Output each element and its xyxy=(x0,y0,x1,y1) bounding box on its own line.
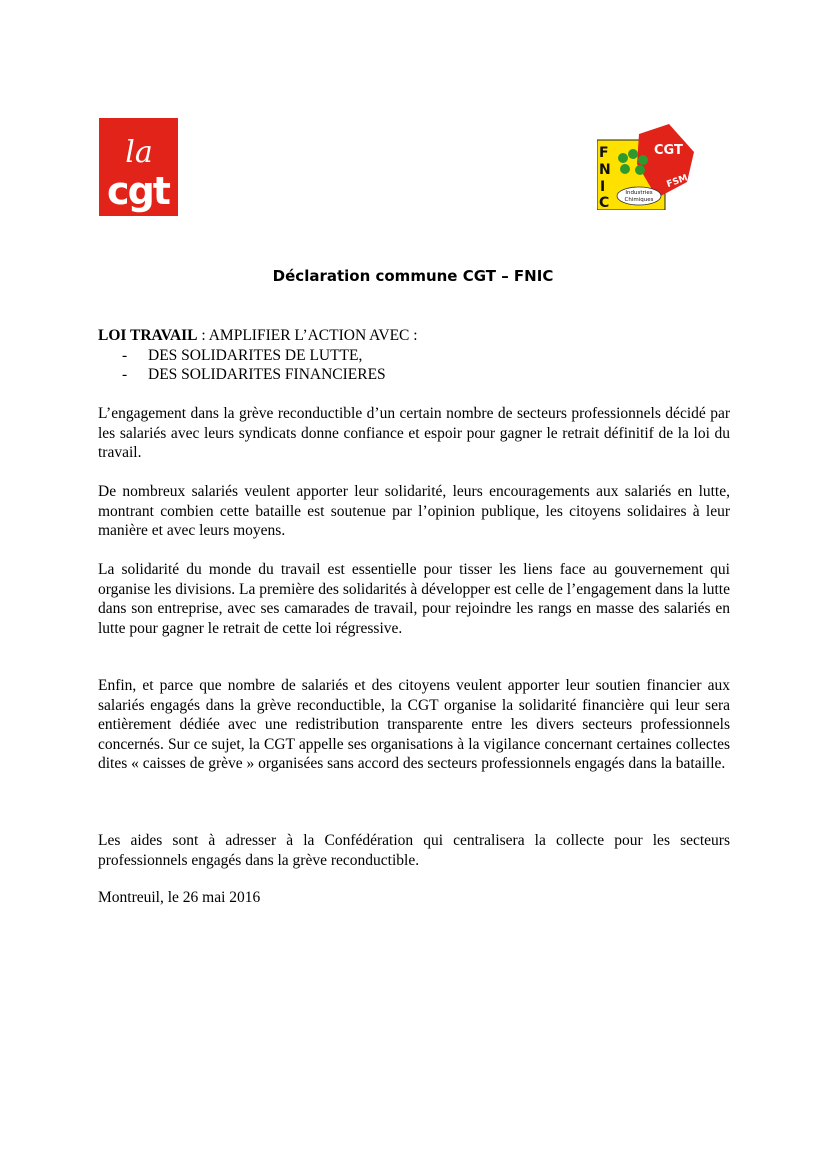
list-item xyxy=(98,346,730,366)
signature: Montreuil, le 26 mai 2016 xyxy=(98,889,261,906)
fnic-logo-fsm: FSM xyxy=(665,173,690,191)
bullet-text: DES SOLIDARITES DE LUTTE, xyxy=(148,346,363,364)
bullet-dash: - xyxy=(122,346,128,364)
cgt-logo-icon xyxy=(99,118,178,216)
bullet-dash: - xyxy=(122,366,128,383)
fnic-letter-i: I xyxy=(600,179,606,195)
fnic-letter-n: N xyxy=(599,162,611,178)
list-item xyxy=(98,365,730,385)
heading-line xyxy=(98,326,730,346)
fnic-letter-f: F xyxy=(599,145,609,161)
paragraph-4: Enfin, et parce que nombre de salariés et des citoyens veulent apporter leur soutien financier aux salariés engagés dans la grève reconductible, la CGT organise la solidarité financière qui leur sera entièrement dédiée avec une redistribution transparente entre les divers secteurs professionnels concernés. Sur ce sujet, la CGT appelle ses organisations à la vigilance concernant certaines collectes dites « caisses de grève » organisées sans accord des secteurs professionnels engagés dans la bataille. xyxy=(98,677,730,772)
paragraph-2: De nombreux salariés veulent apporter leur solidarité, leurs encouragements aux salariés en lutte, montrant combien cette bataille est soutenue par l’opinion publique, les citoyens solidaires à leur manière et avec leurs moyens. xyxy=(98,483,730,539)
paragraph-3: La solidarité du monde du travail est essentielle pour tisser les liens face au gouvernement qui organise les divisions. La première des solidarités à développer est celle de l’engagement dans la lutte dans son entreprise, avec ses camarades de travail, pour rejoindre les rangs en masse des salariés en lutte pour gagner le retrait de cette loi régressive. xyxy=(98,561,730,637)
bullet-text: DES SOLIDARITES FINANCIERES xyxy=(148,366,386,383)
paragraph-1: L’engagement dans la grève reconductible d’un certain nombre de secteurs professionnels décidé par les salariés avec leurs syndicats donne confiance et espoir pour gagner le retrait définitif de la loi du travail. xyxy=(98,405,730,461)
bullet-list xyxy=(98,346,730,385)
fnic-caption-1: Industries xyxy=(625,190,653,196)
fnic-logo-icon xyxy=(597,124,694,210)
cgt-logo-main: cgt xyxy=(107,169,169,213)
heading-block xyxy=(98,326,730,385)
paragraph-5: Les aides sont à adresser à la Confédération qui centralisera la collecte pour les secteurs professionnels engagés dans la grève reconductible. xyxy=(98,832,730,869)
cgt-logo-la: la xyxy=(125,135,153,170)
fnic-letter-c: C xyxy=(599,195,610,210)
fnic-logo-badge: CGT xyxy=(654,143,683,158)
heading-bold: LOI TRAVAIL xyxy=(98,327,198,344)
document-title: Déclaration commune CGT – FNIC xyxy=(272,267,554,285)
heading-rest: : AMPLIFIER L’ACTION AVEC : xyxy=(197,327,418,344)
fnic-caption-2: Chimiques xyxy=(624,197,654,203)
